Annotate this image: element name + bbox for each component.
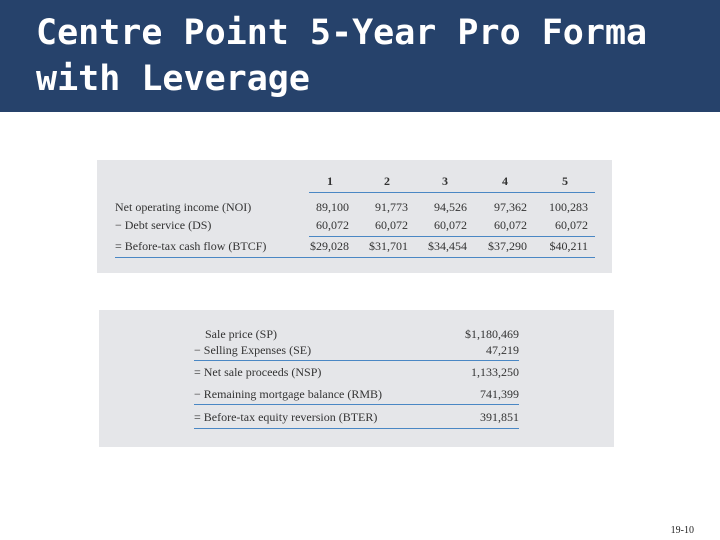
row-label: Net operating income (NOI) — [115, 200, 252, 214]
table-row — [97, 236, 612, 256]
row-label: − Remaining mortgage balance (RMB) — [194, 387, 383, 401]
row-label: Sale price (SP) — [205, 327, 277, 341]
cell: 97,362 — [494, 200, 527, 214]
row-value: 47,219 — [486, 343, 519, 357]
cell: 94,526 — [434, 200, 467, 214]
cell: $34,454 — [428, 239, 467, 253]
cell: 60,072 — [555, 218, 588, 232]
table-row — [97, 197, 612, 217]
cell: 60,072 — [316, 218, 349, 232]
row-value: 1,133,250 — [471, 365, 519, 379]
table-row — [99, 384, 614, 404]
row-label: − Debt service (DS) — [115, 218, 212, 232]
row-value: 741,399 — [480, 387, 519, 401]
row-rule — [194, 360, 519, 361]
year-header-5: 5 — [562, 174, 568, 188]
footer-rule — [115, 257, 595, 258]
table-row — [97, 215, 612, 235]
title-bar — [0, 0, 720, 112]
slide-title: Centre Point 5-Year Pro Forma with Leverage — [36, 13, 648, 99]
row-label: = Before-tax equity reversion (BTER) — [194, 410, 378, 424]
sale-table — [99, 310, 614, 447]
cell: 91,773 — [375, 200, 408, 214]
cell: 89,100 — [316, 200, 349, 214]
cell: 60,072 — [375, 218, 408, 232]
header-rule — [309, 192, 595, 193]
row-value: 391,851 — [480, 410, 519, 424]
row-value: $1,180,469 — [465, 327, 519, 341]
cell: $37,290 — [488, 239, 527, 253]
footer-rule — [194, 428, 519, 429]
row-label: = Net sale proceeds (NSP) — [194, 365, 322, 379]
cell: $40,211 — [549, 239, 588, 253]
cash-flow-table — [97, 160, 612, 273]
cell: $29,028 — [310, 239, 349, 253]
cell: 60,072 — [434, 218, 467, 232]
row-label: = Before-tax cash flow (BTCF) — [115, 239, 267, 253]
cell: 60,072 — [494, 218, 527, 232]
row-label: − Selling Expenses (SE) — [194, 343, 312, 357]
year-header-4: 4 — [502, 174, 508, 188]
year-header-2: 2 — [384, 174, 390, 188]
cell: $31,701 — [369, 239, 408, 253]
table-row — [99, 362, 614, 382]
year-header-3: 3 — [442, 174, 448, 188]
table-row — [99, 340, 614, 360]
cell: 100,283 — [549, 200, 588, 214]
year-header-1: 1 — [327, 174, 333, 188]
page-number: 19-10 — [670, 525, 694, 536]
table-row — [99, 407, 614, 427]
row-rule — [194, 404, 519, 405]
